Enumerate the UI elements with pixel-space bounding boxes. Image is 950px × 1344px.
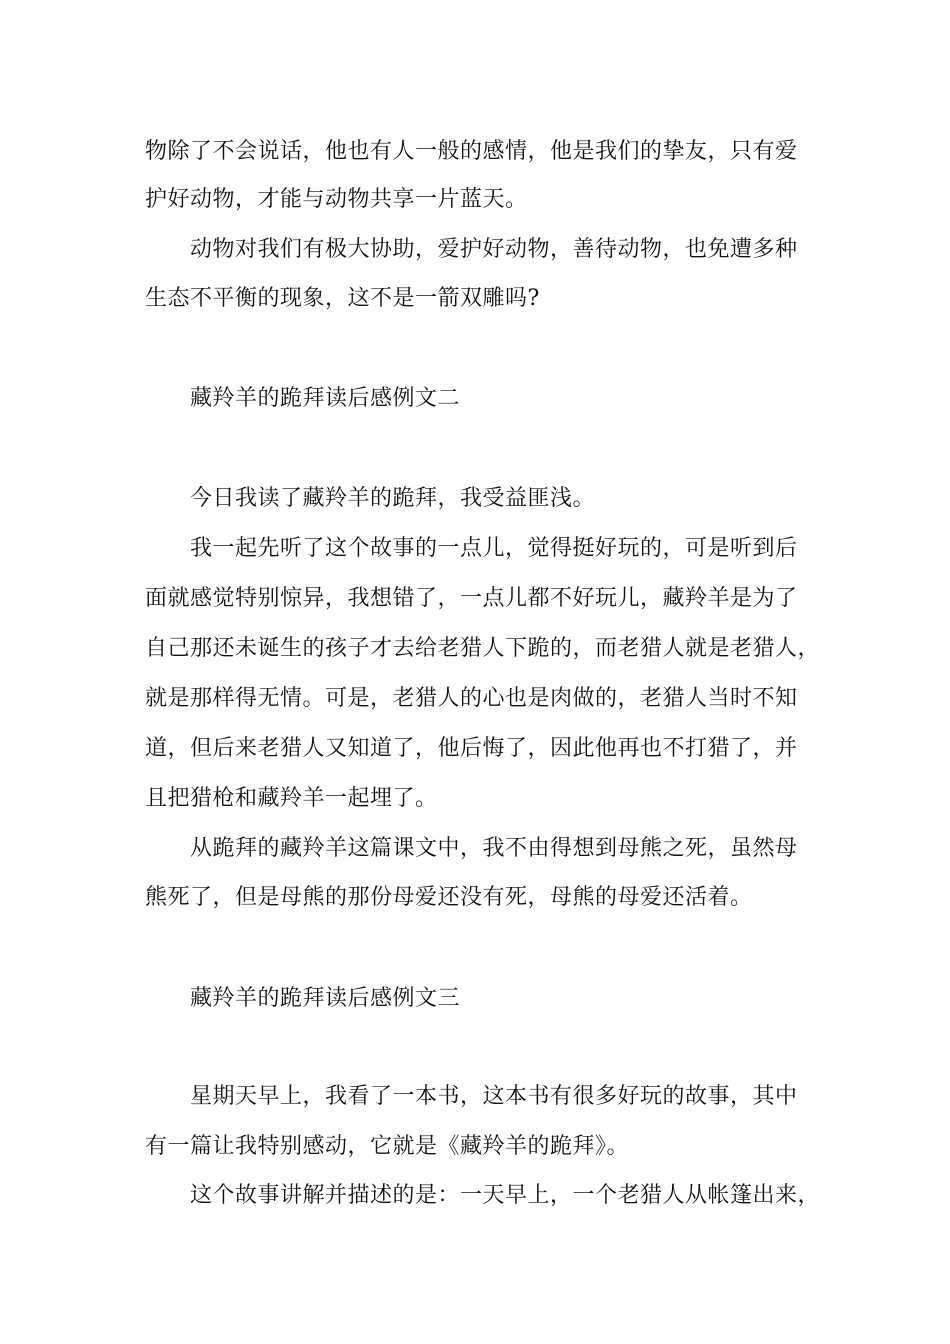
paragraph-line: 这个故事讲解并描述的是：一天早上，一个老猎人从帐篷出来， xyxy=(190,1183,821,1208)
section-heading: 藏羚羊的跪拜读后感例文二 xyxy=(190,386,461,411)
paragraph-line: 生态不平衡的现象，这不是一箭双雕吗? xyxy=(145,286,540,311)
paragraph-line: 且把猎枪和藏羚羊一起埋了。 xyxy=(145,786,438,811)
paragraph-line: 护好动物，才能与动物共享一片蓝天。 xyxy=(145,187,528,212)
paragraph-line: 有一篇让我特别感动，它就是《藏羚羊的跪拜》。 xyxy=(145,1134,630,1159)
paragraph-line: 面就感觉特别惊异，我想错了，一点儿都不好玩儿，藏羚羊是为了 xyxy=(145,586,798,611)
paragraph-line: 熊死了，但是母熊的那份母爱还没有死，母熊的母爱还活着。 xyxy=(145,885,753,910)
paragraph-line: 动物对我们有极大协助，爱护好动物，善待动物，也免遭多种 xyxy=(190,237,798,262)
paragraph-line: 自己那还未诞生的孩子才去给老猎人下跪的，而老猎人就是老猎人， xyxy=(145,636,821,661)
paragraph-line: 物除了不会说话，他也有人一般的感情，他是我们的挚友，只有爱 xyxy=(145,139,798,164)
paragraph-line: 道，但后来老猎人又知道了，他后悔了，因此他再也不打猎了，并 xyxy=(145,736,798,761)
paragraph-line: 星期天早上，我看了一本书，这本书有很多好玩的故事，其中 xyxy=(190,1084,798,1109)
paragraph-line: 从跪拜的藏羚羊这篇课文中，我不由得想到母熊之死，虽然母 xyxy=(190,836,798,861)
paragraph-line: 今日我读了藏羚羊的跪拜，我受益匪浅。 xyxy=(190,486,596,511)
paragraph-line: 我一起先听了这个故事的一点儿，觉得挺好玩的，可是听到后 xyxy=(190,536,798,561)
paragraph-line: 就是那样得无情。可是，老猎人的心也是肉做的，老猎人当时不知 xyxy=(145,686,798,711)
section-heading: 藏羚羊的跪拜读后感例文三 xyxy=(190,986,461,1011)
